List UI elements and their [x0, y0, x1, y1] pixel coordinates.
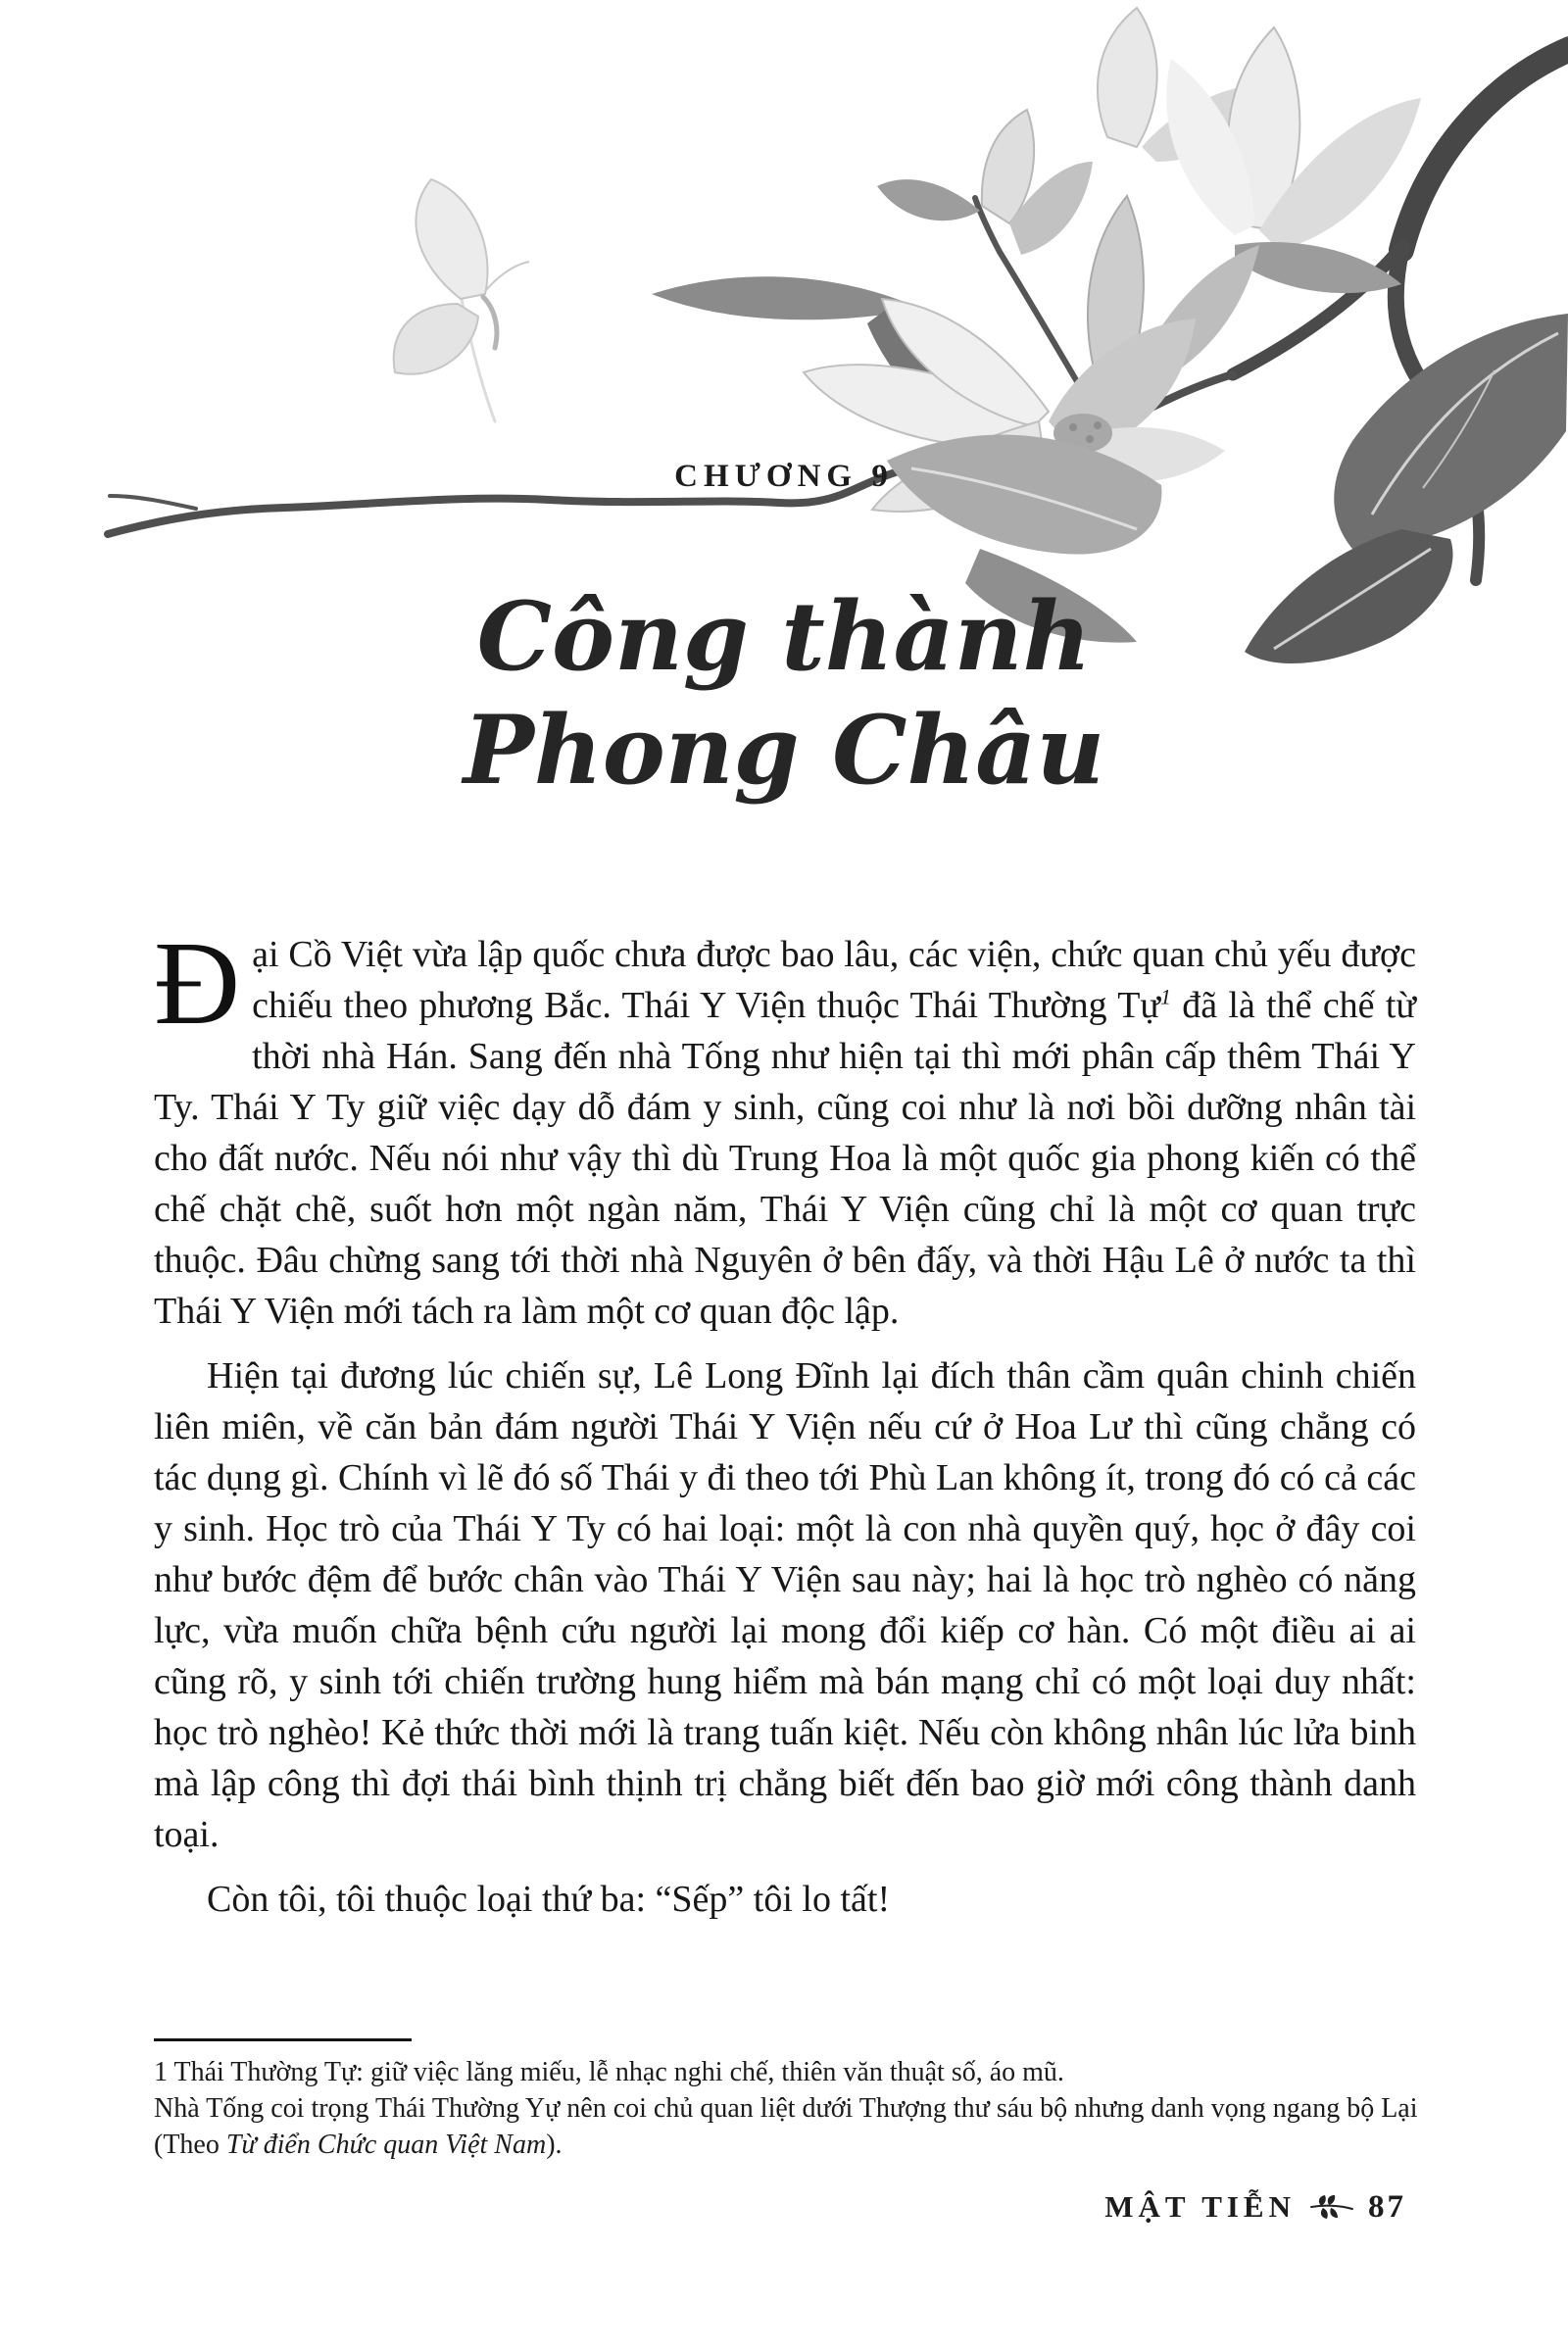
paragraph-2: Hiện tại đương lúc chiến sự, Lê Long Đĩnh lại đích thân cầm quân chinh chiến liên miên, về căn bản đám người Thái Y Viện nếu cứ ở Hoa Lư thì cũng chẳng có tác dụng gì. Chính vì lẽ đó số Thái y đi theo tới Phù Lan không ít, trong đó có cả các y sinh. Học trò của Thái Y Ty có hai loại: một là con nhà quyền quý, học ở đây coi như bước đệm để bước chân vào Thái Y Viện sau này; hai là học trò nghèo có năng lực, vừa muốn chữa bệnh cứu người lại mong đổi kiếp cơ hàn. Có một điều ai ai cũng rõ, y sinh tới chiến trường hung hiểm mà bán mạng chỉ có một loại duy nhất: học trò nghèo! Kẻ thức thời mới là trang tuấn kiệt. Nếu còn không nhân lúc lửa binh mà lập công thì đợi thái bình thịnh trị chẳng biết đến bao giờ mới công thành danh toại.	[154, 1355, 1416, 1855]
dropcap: Đ	[154, 917, 241, 1050]
paragraph-3: Còn tôi, tôi thuộc loại thứ ba: “Sếp” tôi lo tất!	[207, 1879, 891, 1920]
magnolia-flowers	[804, 8, 1421, 512]
page-footer	[1104, 2187, 1406, 2227]
chapter-title	[0, 580, 1568, 808]
chapter-label: CHƯƠNG 9	[674, 459, 894, 494]
footnotes	[154, 2054, 1423, 2163]
paragraph-1-text: ại Cồ Việt vừa lập quốc chưa được bao lâu, các viện, chức quan chủ yếu được chiếu theo phương Bắc. Thái Y Viện thuộc Thái Thường Tự	[252, 934, 1416, 1026]
flower-bud	[877, 110, 1093, 255]
footnote-line-1: 1 Thái Thường Tự: giữ việc lăng miếu, lễ nhạc nghi chế, thiên văn thuật số, áo mũ.	[154, 2057, 1064, 2087]
leaf-sprig-icon	[1309, 2193, 1354, 2221]
body-text	[154, 917, 1416, 1938]
magnolia-branch-illustration	[0, 0, 1568, 676]
paragraph-1	[154, 917, 1416, 1337]
chapter-title-line1: Công thành	[476, 581, 1092, 692]
footnote-line-2-end: ).	[546, 2130, 563, 2160]
running-title: MẬT TIỄN	[1104, 2189, 1296, 2224]
footnote-book-title: Từ điển Chức quan Việt Nam	[225, 2130, 547, 2160]
footnote-line-2	[154, 2090, 1423, 2163]
chapter-title-line2: Phong Châu	[463, 695, 1105, 806]
footnote-rule	[154, 2038, 412, 2041]
paragraph-1-text-cont: đã là thể chế từ thời nhà Hán. Sang đến nhà Tống như hiện tại thì mới phân cấp thêm Thái Y Ty. Thái Y Ty giữ việc dạy dỗ đám y sinh, cũng coi như là nơi bồi dưỡng nhân tài cho đất nước. Nếu nói như vậy thì dù Trung Hoa là một quốc gia phong kiến có thể chế chặt chẽ, suốt hơn một ngàn năm, Thái Y Viện cũng chỉ là một cơ quan trực thuộc. Đâu chừng sang tới thời nhà Nguyên ở bên đấy, và thời Hậu Lê ở nước ta thì Thái Y Viện mới tách ra làm một cơ quan độc lập.	[154, 985, 1416, 1332]
butterfly-icon	[394, 179, 529, 374]
page-number: 87	[1368, 2188, 1406, 2225]
footnote-line-2-text: Nhà Tống coi trọng Thái Thường Yự nên coi chủ quan liệt dưới Thượng thư sáu bộ nhưng danh vọng ngang bộ Lại (Theo	[154, 2093, 1418, 2160]
footnote-reference: 1	[1160, 984, 1172, 1009]
